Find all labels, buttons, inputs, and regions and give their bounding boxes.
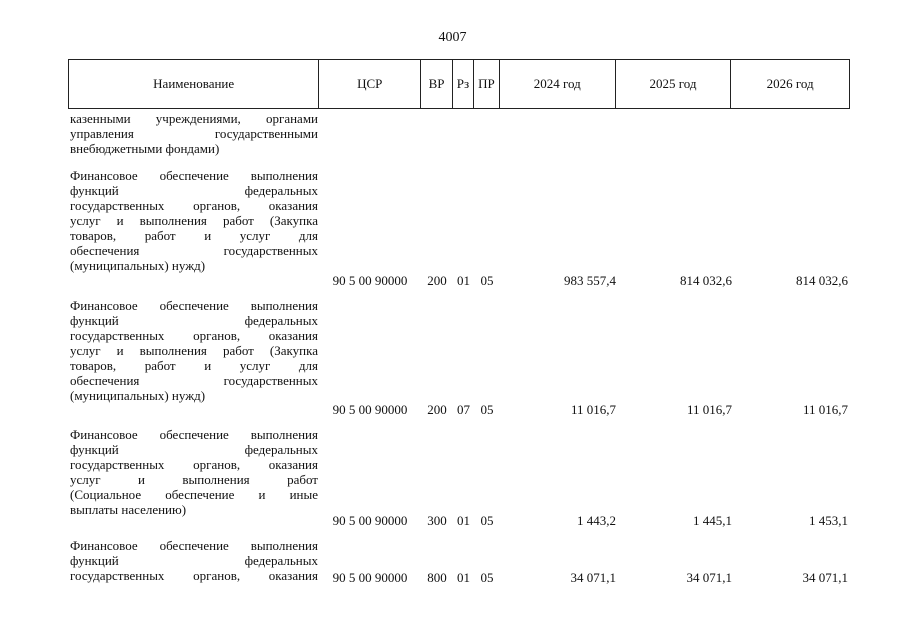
cell-rz: 01 — [457, 570, 470, 585]
row-name-line: выплаты населению) — [70, 502, 187, 517]
page-number: 4007 — [438, 30, 467, 45]
row-name-line: услуг и выполнения работ (Закупка — [70, 213, 318, 228]
row-name-line: функций федеральных — [70, 553, 318, 568]
row-name-line: государственных органов, оказания — [70, 328, 318, 343]
row-name — [70, 111, 318, 156]
row-name-line: государственных органов, оказания — [70, 568, 318, 583]
cell-pr: 05 — [480, 513, 494, 528]
cell-vr: 200 — [427, 402, 447, 417]
row-name-line: товаров, работ и услуг для — [70, 358, 318, 373]
header-csr: ЦСР — [319, 60, 421, 108]
row-name-line: управления государственными — [70, 126, 318, 141]
header-rz: Рз — [453, 60, 474, 108]
cell-csr: 90 5 00 90000 — [332, 273, 408, 288]
row-values — [68, 570, 850, 585]
cell-2024: 1 443,2 — [577, 513, 616, 528]
cell-rz: 01 — [457, 273, 470, 288]
row-name-line: (Социальное обеспечение и иные — [70, 487, 318, 502]
row-name-line: Финансовое обеспечение выполнения — [70, 168, 318, 183]
row-name-line: обеспечения государственных — [70, 373, 318, 388]
row-name-line: функций федеральных — [70, 442, 318, 457]
cell-vr: 800 — [427, 570, 447, 585]
row-name-line: услуг и выполнения работ — [70, 472, 318, 487]
cell-rz: 01 — [457, 513, 470, 528]
row-name-line: (муниципальных) нужд) — [70, 388, 206, 403]
row-name-line: государственных органов, оказания — [70, 457, 318, 472]
cell-2025: 11 016,7 — [686, 402, 732, 417]
header-2026: 2026 год — [766, 76, 814, 91]
cell-2026: 34 071,1 — [802, 570, 848, 585]
cell-csr: 90 5 00 90000 — [332, 513, 408, 528]
header-vr: ВР — [421, 60, 453, 108]
cell-2025: 814 032,6 — [680, 273, 732, 288]
row-name-line: функций федеральных — [70, 313, 318, 328]
cell-csr: 90 5 00 90000 — [332, 570, 408, 585]
cell-2026: 814 032,6 — [796, 273, 848, 288]
cell-vr: 300 — [427, 513, 447, 528]
cell-vr: 200 — [427, 273, 447, 288]
row-name-line: (муниципальных) нужд) — [70, 258, 206, 273]
row-name-line: казенными учреждениями, органами — [70, 111, 318, 126]
cell-pr: 05 — [480, 273, 494, 288]
row-name-line: государственных органов, оказания — [70, 198, 318, 213]
cell-2026: 11 016,7 — [802, 402, 848, 417]
row-name-line: товаров, работ и услуг для — [70, 228, 318, 243]
cell-2024: 11 016,7 — [570, 402, 616, 417]
cell-2025: 34 071,1 — [686, 570, 732, 585]
row-values — [68, 402, 850, 417]
cell-csr: 90 5 00 90000 — [332, 402, 408, 417]
header-2024: 2024 год — [500, 60, 616, 108]
row-name-line: Финансовое обеспечение выполнения — [70, 538, 318, 553]
header-name: Наименование — [69, 60, 319, 108]
cell-rz: 07 — [457, 402, 470, 417]
cell-2025: 1 445,1 — [693, 513, 732, 528]
row-name-line: Финансовое обеспечение выполнения — [70, 298, 318, 313]
row-name-line: функций федеральных — [70, 183, 318, 198]
row-values — [68, 273, 850, 288]
cell-2024: 34 071,1 — [570, 570, 616, 585]
row-name — [70, 427, 318, 517]
header-pr: ПР — [474, 60, 500, 108]
row-name-line: обеспечения государственных — [70, 243, 318, 258]
row-name-line: внебюджетными фондами) — [70, 141, 220, 156]
cell-pr: 05 — [480, 402, 494, 417]
cell-pr: 05 — [480, 570, 494, 585]
row-name — [70, 168, 318, 273]
cell-2024: 983 557,4 — [564, 273, 616, 288]
row-name-line: Финансовое обеспечение выполнения — [70, 427, 318, 442]
row-name — [70, 298, 318, 403]
row-name-line: услуг и выполнения работ (Закупка — [70, 343, 318, 358]
header-2025: 2025 год — [616, 60, 732, 108]
row-values — [68, 513, 850, 528]
table-header — [68, 59, 850, 109]
cell-2026: 1 453,1 — [809, 513, 848, 528]
